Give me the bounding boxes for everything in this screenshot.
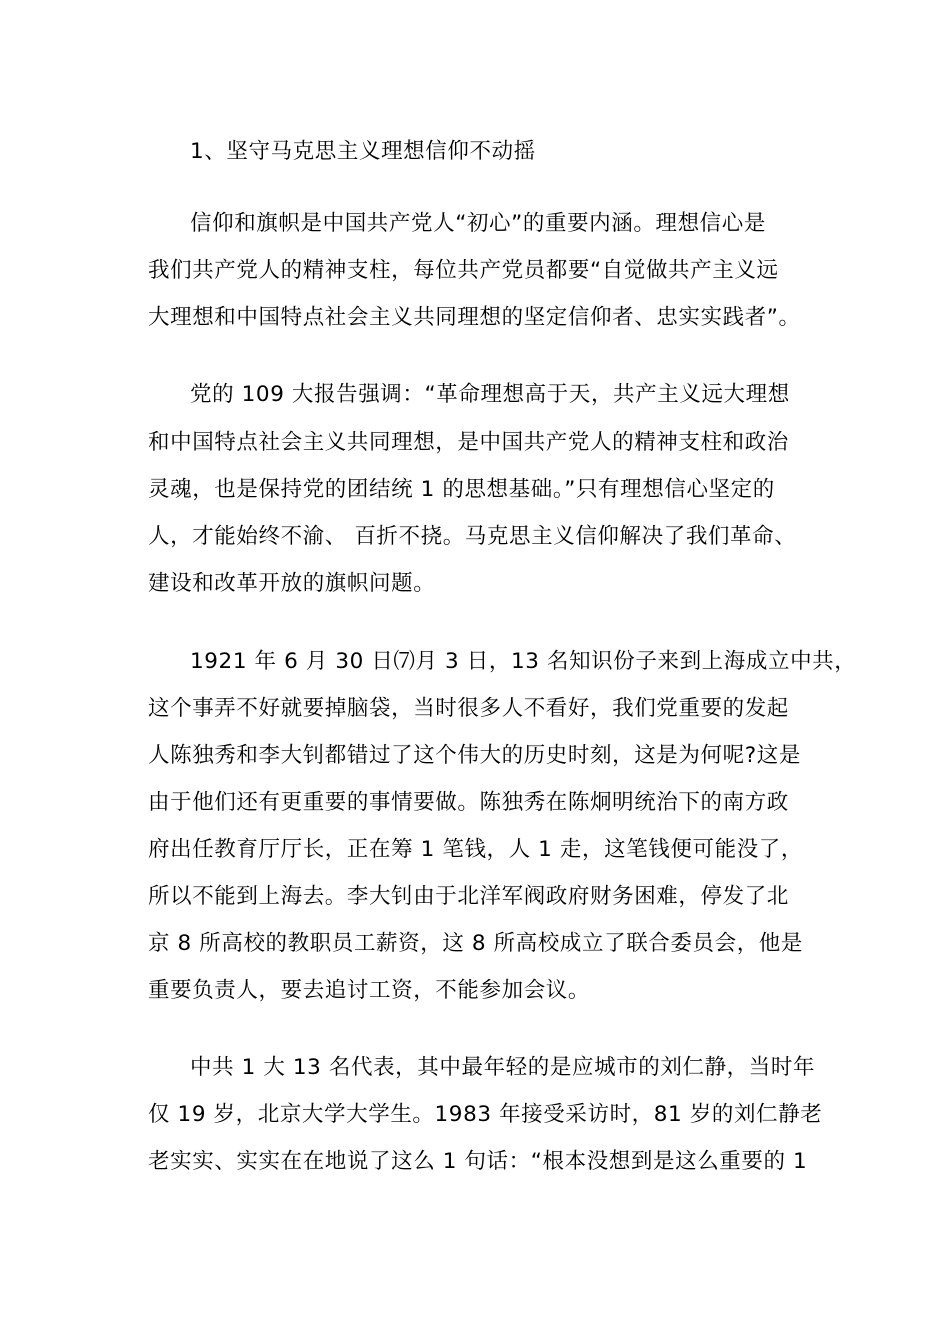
paragraph-line: 灵魂，也是保持党的团结统 1 的思想基础。”只有理想信心坚定的 (148, 477, 775, 502)
paragraph-line: 这个事弄不好就要掉脑袋，当时很多人不看好，我们党重要的发起 (148, 696, 789, 721)
paragraph-line: 我们共产党人的精神支柱，每位共产党员都要“自觉做共产主义远 (148, 258, 779, 283)
paragraph-line: 府出任教育厅厅长，正在筹 1 笔钱，人 1 走，这笔钱便可能没了， (148, 837, 803, 862)
paragraph-line: 和中国特点社会主义共同理想，是中国共产党人的精神支柱和政治 (148, 430, 789, 455)
paragraph-line: 仅 19 岁，北京大学大学生。1983 年接受采访时，81 岁的刘仁静老 (148, 1102, 823, 1127)
paragraph-line: 党的 109 大报告强调：“革命理想高于天，共产主义远大理想 (190, 382, 790, 407)
paragraph-line: 1921 年 6 月 30 日⑺月 3 日，13 名知识份子来到上海成立中共， (190, 649, 857, 674)
paragraph-line: 信仰和旗帜是中国共产党人“初心”的重要内涵。理想信心是 (190, 211, 766, 236)
paragraph-line: 建设和改革开放的旗帜问题。 (148, 571, 436, 596)
paragraph-line: 中共 1 大 13 名代表，其中最年轻的是应城市的刘仁静，当时年 (190, 1055, 816, 1080)
paragraph-line: 京 8 所高校的教职员工薪资，这 8 所高校成立了联合委员会，他是 (148, 931, 803, 956)
section-heading: 1、坚守马克思主义理想信仰不动摇 (190, 139, 536, 164)
paragraph-line: 老实实、实实在在地说了这么 1 句话：“根本没想到是这么重要的 1 (148, 1149, 808, 1174)
paragraph-line: 大理想和中国特点社会主义共同理想的坚定信仰者、忠实实践者”。 (148, 305, 801, 330)
paragraph-line: 重要负责人，要去追讨工资，不能参加会议。 (148, 978, 591, 1003)
paragraph-line: 所以不能到上海去。李大钊由于北洋军阀政府财务困难，停发了北 (148, 884, 789, 909)
paragraph-line: 人陈独秀和李大钊都错过了这个伟大的历史时刻，这是为何呢?这是 (148, 743, 801, 768)
paragraph-line: 人，才能始终不渝、 百折不挠。马克思主义信仰解决了我们革命、 (148, 524, 797, 549)
paragraph-line: 由于他们还有更重要的事情要做。陈独秀在陈炯明统治下的南方政 (148, 790, 789, 815)
